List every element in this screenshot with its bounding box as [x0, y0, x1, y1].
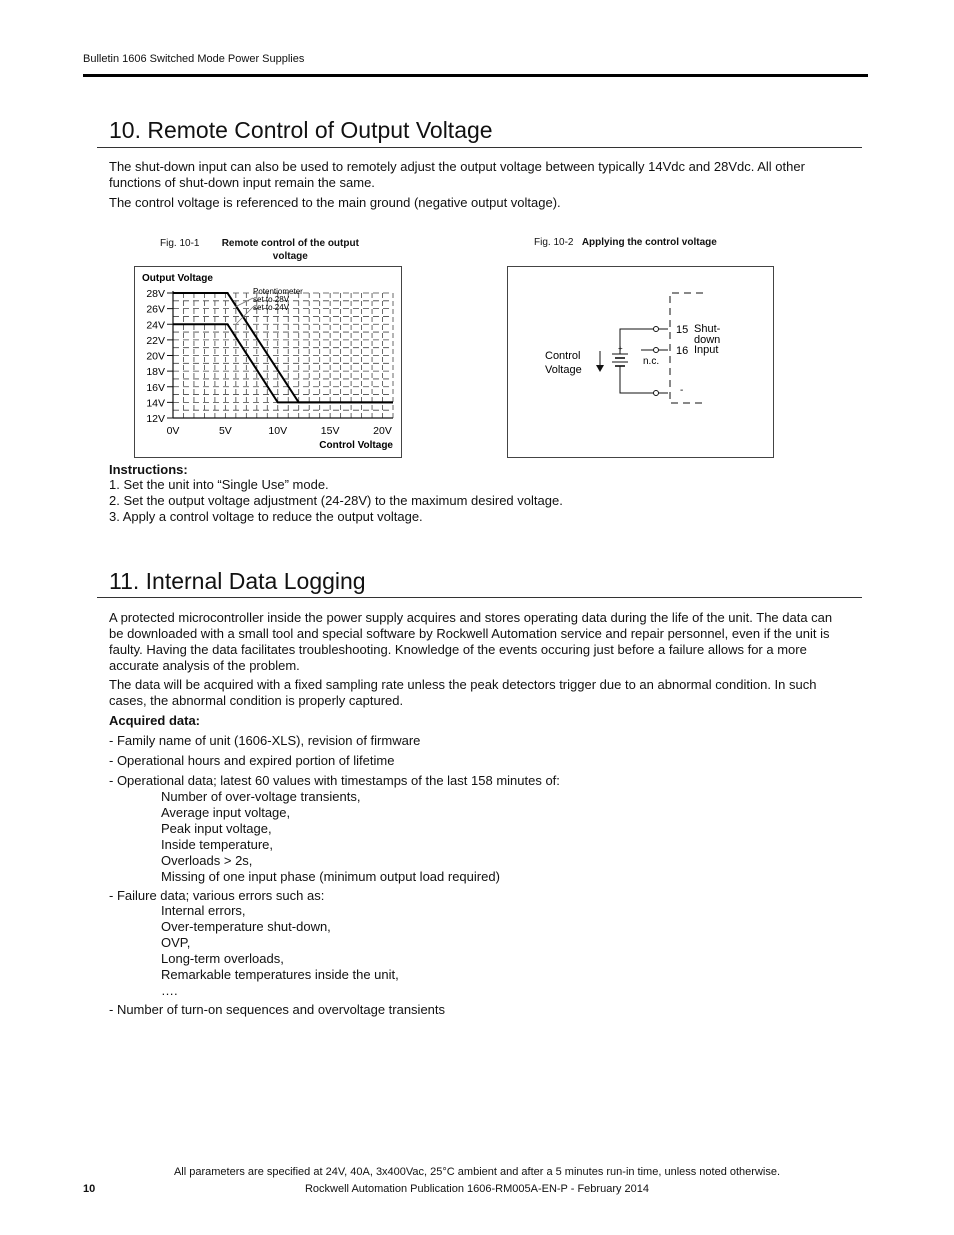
- page-number: 10: [83, 1183, 96, 1195]
- acquired-item-1: - Family name of unit (1606-XLS), revision of firmware: [109, 733, 421, 748]
- chart-annotation-24v: set to 24V: [253, 303, 290, 312]
- fig-10-1-chart-frame: [134, 266, 402, 458]
- y-tick-label: 18V: [146, 366, 165, 379]
- fig-10-2-caption: [534, 237, 717, 248]
- terminal-ground-pin: [654, 391, 659, 396]
- chart-annotation-28v: set to 28V: [253, 295, 290, 304]
- annotation-leader-28v: [235, 298, 253, 307]
- section-11-para-1: A protected microcontroller inside the power supply acquires and stores operating data during the life of the unit. The data can be downloaded with a small tool and special software by Rockwell Automation service and repair personnel, even if the unit is faulty. Having the data facilitates troubleshooting. Knowledge of the events occuring just before a failure allows for a more accurate analysis of the problem.: [109, 610, 833, 673]
- acquired-item-3-sub-list: [109, 789, 901, 885]
- section-10-heading: 10. Remote Control of Output Voltage: [109, 117, 493, 143]
- battery-plus: +: [618, 344, 623, 353]
- y-tick-label: 22V: [146, 334, 165, 347]
- output-voltage-chart: [135, 267, 401, 457]
- instruction-step-2: 2. Set the output voltage adjustment (24-28V) to the maximum desired voltage.: [109, 493, 563, 508]
- list-item: ….: [161, 983, 178, 998]
- y-tick-label: 20V: [146, 350, 165, 363]
- control-voltage-label-2: Voltage: [545, 364, 582, 376]
- x-tick-label: 15V: [320, 425, 340, 437]
- x-tick-label: 10V: [268, 425, 288, 437]
- list-item: Missing of one input phase (minimum output load required): [161, 869, 500, 884]
- ground-minus: -: [680, 385, 684, 396]
- acquired-item-5: - Number of turn-on sequences and overvoltage transients: [109, 1002, 446, 1017]
- section-10-rule: [97, 147, 862, 148]
- x-tick-label: 20V: [373, 425, 392, 437]
- list-item: Number of over-voltage transients,: [161, 789, 361, 804]
- list-item: Overloads > 2s,: [161, 853, 253, 868]
- fig-10-1-caption: [160, 237, 390, 263]
- list-item: Long-term overloads,: [161, 951, 284, 966]
- section-10-para-2: The control voltage is referenced to the main ground (negative output voltage).: [109, 195, 561, 210]
- footer-publication: Rockwell Automation Publication 1606-RM005A-EN-P - February 2014: [304, 1183, 650, 1195]
- running-header: Bulletin 1606 Switched Mode Power Supplies: [83, 53, 305, 65]
- y-tick-label: 14V: [146, 397, 165, 410]
- section-11-para-2: The data will be acquired with a fixed sampling rate unless the peak detectors trigger due to an abnormal condition. In such cases, the abnormal condition is properly captured.: [109, 677, 817, 708]
- list-item: Average input voltage,: [161, 805, 291, 820]
- terminal-15-pin: [654, 327, 659, 332]
- shutdown-label-3: Input: [694, 344, 719, 356]
- fig-10-2-diagram-frame: [507, 266, 774, 458]
- instruction-step-1: 1. Set the unit into “Single Use” mode.: [109, 477, 329, 492]
- x-tick-label: 0V: [166, 425, 180, 437]
- fig-10-1-number: Fig. 10-1: [160, 238, 200, 249]
- terminal-16-label: 16: [676, 345, 689, 357]
- list-item: Inside temperature,: [161, 837, 274, 852]
- shutdown-label-1: Shut-: [694, 323, 721, 335]
- chart-xlabel: Control Voltage: [319, 440, 393, 451]
- header-rule: [83, 74, 868, 77]
- y-tick-label: 12V: [146, 413, 165, 425]
- shutdown-label-2: down: [694, 334, 721, 346]
- fig-10-1-title: Remote control of the output voltage: [221, 238, 359, 262]
- section-11-rule: [97, 597, 862, 598]
- list-item: Over-temperature shut-down,: [161, 919, 331, 934]
- instructions-title: Instructions:: [109, 462, 188, 477]
- y-tick-label: 24V: [146, 319, 165, 332]
- acquired-data-title: Acquired data:: [109, 713, 201, 728]
- y-tick-label: 26V: [146, 303, 165, 316]
- acquired-item-3: - Operational data; latest 60 values with timestamps of the last 158 minutes of:: [109, 773, 560, 788]
- acquired-item-4-sub-list: [109, 903, 901, 999]
- nc-label: n.c.: [643, 356, 660, 367]
- section-10-para-1: The shut-down input can also be used to remotely adjust the output voltage between typically 14Vdc and 28Vdc. All other functions of shut-down input remain the same.: [109, 159, 805, 190]
- list-item: OVP,: [161, 935, 191, 950]
- control-voltage-label-1: Control: [545, 350, 581, 362]
- footer-note: All parameters are specified at 24V, 40A, 3x400Vac, 25°C ambient and after a 5 minutes run-in time, unless noted otherwise.: [173, 1166, 781, 1178]
- battery-symbol: [612, 354, 628, 366]
- section-11-heading: 11. Internal Data Logging: [109, 568, 366, 594]
- fig-10-2-number: Fig. 10-2: [534, 237, 574, 248]
- x-tick-label: 5V: [218, 425, 232, 437]
- fig-10-2-title: Applying the control voltage: [581, 237, 717, 248]
- acquired-item-2: - Operational hours and expired portion of lifetime: [109, 753, 395, 768]
- list-item: Peak input voltage,: [161, 821, 272, 836]
- terminal-15-label: 15: [676, 324, 689, 336]
- instruction-step-3: 3. Apply a control voltage to reduce the output voltage.: [109, 509, 423, 524]
- list-item: Remarkable temperatures inside the unit,: [161, 967, 399, 982]
- voltage-arrow-head: [596, 365, 604, 372]
- acquired-item-4: - Failure data; various errors such as:: [109, 888, 325, 903]
- chart-annotation-potentiometer: Potentiometer: [253, 287, 303, 296]
- y-tick-label: 16V: [146, 381, 165, 394]
- wire-negative: [620, 366, 654, 393]
- list-item: Internal errors,: [161, 903, 246, 918]
- control-voltage-diagram: [508, 267, 773, 457]
- terminal-16-pin: [654, 348, 659, 353]
- y-tick-label: 28V: [146, 288, 165, 300]
- chart-ylabel: Output Voltage: [142, 273, 213, 284]
